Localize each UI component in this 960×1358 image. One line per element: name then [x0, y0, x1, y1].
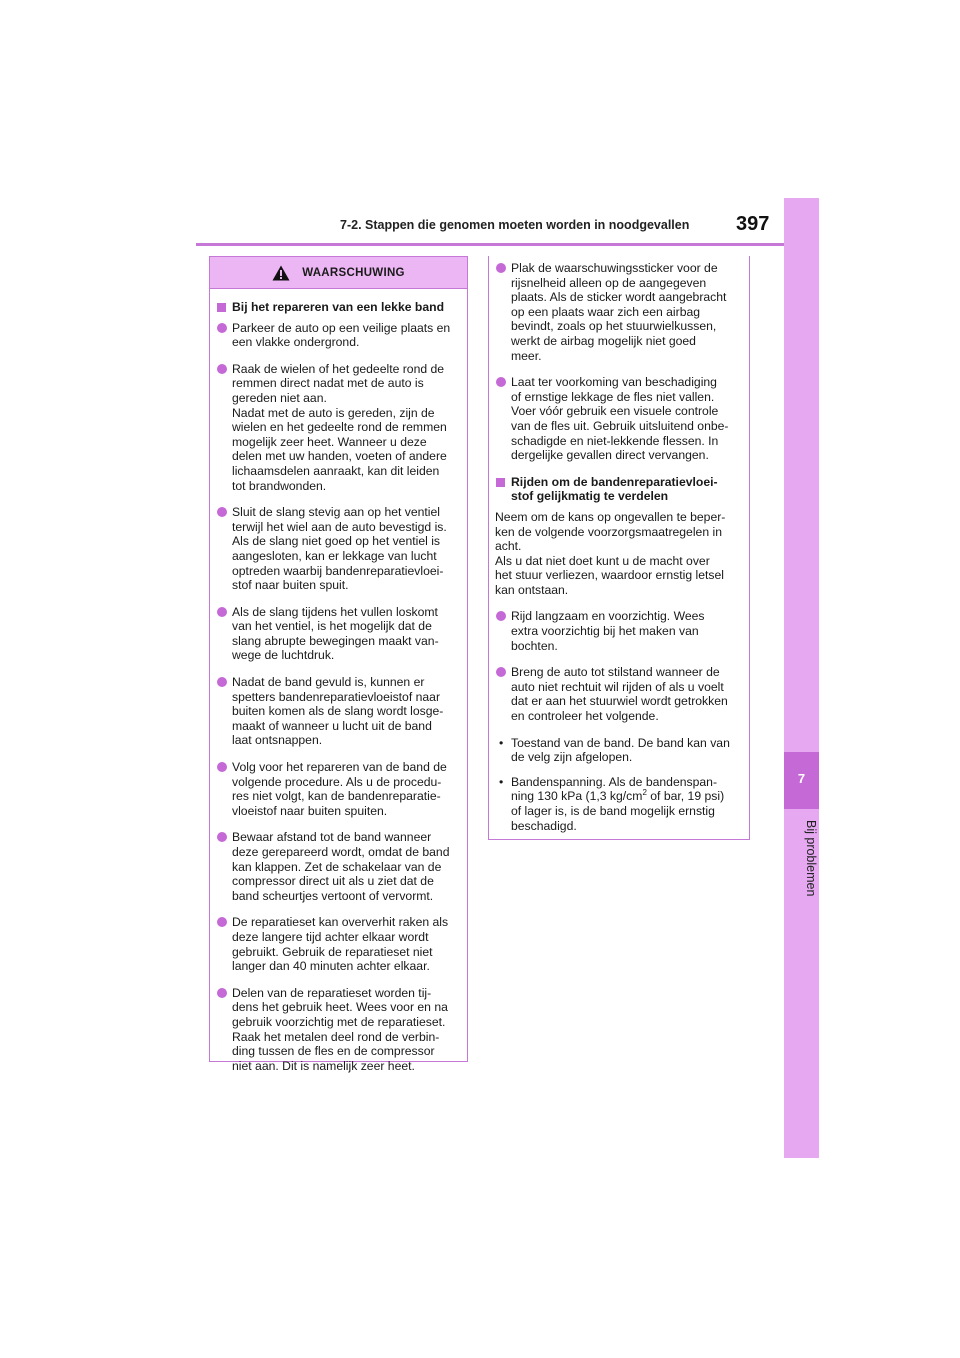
driving-section-title: Rijden om de bandenreparatievloei- stof gelijkmatig te verdelen: [495, 475, 743, 504]
warning-item-4: Als de slang tijdens het vullen loskomt van het ventiel, is het mogelijk dat de slang abrupte bewegingen maakt van- wege de luchtdruk.: [216, 605, 461, 663]
square-bullet-icon: [496, 478, 505, 487]
driving-paragraph: Neem om de kans op ongevallen te beper- ken de volgende voorzorgsmaatregelen in acht. Als u dat niet doet kunt u de macht over het stuur verliezen, waardoor ernstig letsel kan ontstaan.: [495, 509, 726, 597]
round-bullet-icon: [496, 667, 506, 677]
round-bullet-icon: [217, 507, 227, 517]
warning-section-title: Bij het repareren van een lekke band: [216, 300, 461, 315]
round-bullet-icon: [496, 611, 506, 621]
chapter-side-tab: [784, 198, 819, 1158]
warning-item-3: Sluit de slang stevig aan op het ventiel terwijl het wiel aan de auto bevestigd is. Als de slang niet goed op het ventiel is aangesloten, kan er lekkage van lucht optreden waarbij bandenreparatievloei- stof naar buiten spuit.: [216, 505, 461, 593]
page-number: 397: [736, 213, 770, 235]
round-bullet-icon: [217, 364, 227, 374]
round-bullet-icon: [217, 677, 227, 687]
section-header-title: 7-2. Stappen die genomen moeten worden in noodgevallen: [340, 218, 690, 232]
warning-item-1: Parkeer de auto op een veilige plaats en een vlakke ondergrond.: [216, 321, 461, 350]
right-item-list-bottom: [495, 609, 743, 723]
warning-item-6: Volg voor het repareren van de band de volgende procedure. Als u de procedu- res niet volgt, kan de bandenreparatie- vloeistof naar buiten spuiten.: [216, 760, 461, 818]
round-bullet-icon: [217, 762, 227, 772]
warning-item-8: De reparatieset kan oververhit raken als deze langere tijd achter elkaar wordt gebruikt. Gebruik de reparatieset niet langer dan 40 minuten achter elkaar.: [216, 915, 461, 973]
chapter-label: Bij problemen: [804, 820, 818, 897]
round-bullet-icon: [217, 607, 227, 617]
round-bullet-icon: [496, 263, 506, 273]
header-divider: [196, 243, 786, 246]
warning-item-2: Raak de wielen of het gedeelte rond de remmen direct nadat met de auto is gereden niet aan. Nadat met de auto is gereden, zijn de wielen en het gedeelte rond de remmen mogelijk zeer heet. Wanneer u deze delen met uw handen, voeten of andere lichaamsdelen aanraakt, kan dit leiden tot brandwonden.: [216, 362, 461, 493]
warning-item-7: Bewaar afstand tot de band wanneer deze gerepareerd wordt, omdat de band kan klappen. Zet de schakelaar van de compressor direct uit als u ziet dat de band scheurtjes vertoont of vervormt.: [216, 830, 461, 903]
check-bullet-tyre-pressure: • Bandenspanning. Als de bandenspan- ning 130 kPa (1,3 $kg/cm^2$ of bar, 19 psi) of lager is, is de band mogelijk ernstig beschadigd.: [499, 774, 725, 833]
warning-item-list: [216, 321, 461, 1074]
driving-item-1: Rijd langzaam en voorzichtig. Wees extra voorzichtig bij het maken van bochten.: [495, 609, 743, 653]
round-bullet-icon: [496, 377, 506, 387]
round-bullet-icon: [217, 832, 227, 842]
warning-title: WAARSCHUWING: [302, 266, 405, 279]
warning-header: [210, 257, 467, 289]
right-item-2: Laat ter voorkoming van beschadiging of ernstige lekkage de fles niet vallen. Voer vóór gebruik een visuele controle van de fles uit. Gebruik uitsluitend onbe- schadigde en niet-lekkende flessen. In dergelijke gevallen direct vervangen.: [495, 375, 743, 463]
right-item-1: Plak de waarschuwingssticker voor de rijsnelheid alleen op de aangegeven plaats. Als de sticker wordt aangebracht op een plaats waar zich een airbag bevindt, zoals op het stuurwielkussen, werkt de airbag mogelijk niet goed meer.: [495, 261, 743, 363]
warning-triangle-icon: [272, 265, 290, 281]
chapter-number: 7: [797, 771, 806, 786]
right-item-list-top: [495, 261, 743, 463]
check-bullet-tyre-condition: • Toestand van de band. De band kan van de velg zijn afgelopen.: [499, 735, 730, 765]
warning-item-5: Nadat de band gevuld is, kunnen er spetters bandenreparatievloeistof naar buiten komen als de slang wordt losge- maakt of wanneer u lucht uit de band laat ontsnappen.: [216, 675, 461, 748]
driving-item-2: Breng de auto tot stilstand wanneer de auto niet rechtuit wil rijden of als u voelt dat er aan het stuurwiel wordt getrokken en controleer het volgende.: [495, 665, 743, 723]
round-bullet-icon: [217, 988, 227, 998]
round-bullet-icon: [217, 323, 227, 333]
continued-warning-box: [488, 256, 750, 840]
round-bullet-icon: [217, 917, 227, 927]
square-bullet-icon: [217, 303, 226, 312]
warning-item-9: Delen van de reparatieset worden tij- dens het gebruik heet. Wees voor en na gebruik voorzichtig met de reparatieset. Raak het metalen deel rond de verbin- ding tussen de fles en de compressor niet aan. Dit is namelijk zeer heet.: [216, 986, 461, 1074]
warning-box: [209, 256, 468, 1073]
